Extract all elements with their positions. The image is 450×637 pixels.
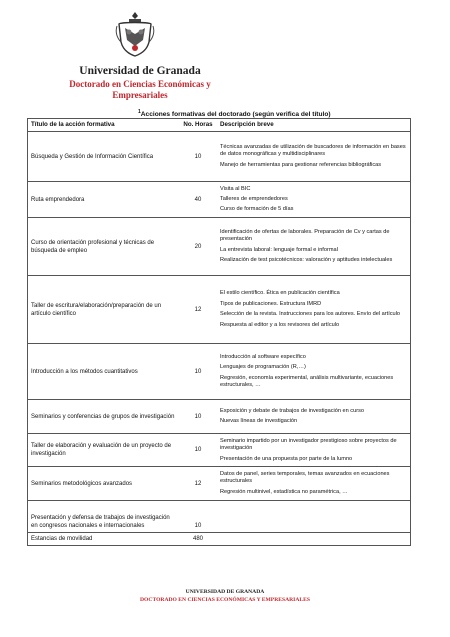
action-hours: 10 <box>194 153 202 160</box>
document-footer <box>0 589 450 603</box>
action-description <box>218 344 410 399</box>
caption-footnote-mark: 1 <box>138 109 141 115</box>
footer-program: DOCTORADO EN CIENCIAS ECONÓMICAS Y EMPRESARIALES <box>140 597 310 603</box>
action-hours: 40 <box>194 196 202 203</box>
description-item: Regresión, economía experimental, análisis multivariante, ecuaciones estructurales, … <box>220 374 394 389</box>
action-title: Taller de elaboración y evaluación de un proyecto de investigación <box>31 443 172 458</box>
action-description <box>218 218 410 275</box>
table-row <box>28 181 410 217</box>
table-row <box>28 131 410 181</box>
header-description: Descripción breve <box>220 121 274 128</box>
action-title: Seminarios metodológicos avanzados <box>31 480 133 487</box>
university-crest-icon <box>115 10 155 58</box>
action-hours: 480 <box>192 535 203 542</box>
action-description <box>218 182 410 217</box>
table-row <box>28 500 410 532</box>
action-title: Curso de orientación profesional y técnicas de búsqueda de empleo <box>31 239 155 254</box>
description-item: Seminario impartido por un investigador prestigioso sobre proyectos de investigación <box>220 437 397 452</box>
action-title: Búsqueda y Gestión de Información Científica <box>31 153 154 160</box>
action-title: Ruta emprendedora <box>31 196 85 203</box>
action-description <box>218 434 410 466</box>
header-hours: No. Horas <box>183 121 213 128</box>
description-item: Selección de la revista. Instrucciones para los autores. Envío del artículo <box>220 311 401 318</box>
description-item: Visita al BIC <box>220 185 251 192</box>
action-description <box>218 533 410 545</box>
description-item: Exposición y debate de trabajos de investigación en curso <box>220 407 364 414</box>
table-row <box>28 217 410 275</box>
description-item: Talleres de emprendedores <box>220 195 288 202</box>
table-row <box>28 275 410 343</box>
description-item: El estilo científico. Ética en publicación científica <box>220 290 340 297</box>
table-caption <box>138 109 331 118</box>
table-row <box>28 532 410 545</box>
description-item: Curso de formación de 5 días <box>220 206 294 213</box>
description-item: Lenguajes de programación (R,…) <box>220 364 306 371</box>
action-title: Presentación y defensa de trabajos de investigación en congresos nacionales e internacionales <box>31 514 170 529</box>
table-row <box>28 466 410 499</box>
description-item: Manejo de herramientas para gestionar referencias bibliográficas <box>220 161 382 168</box>
action-hours: 10 <box>194 447 202 454</box>
action-hours: 10 <box>194 368 202 375</box>
table-row <box>28 343 410 399</box>
description-item: Introducción al software específico <box>220 353 306 360</box>
action-title: Taller de escritura/elaboración/preparación de un artículo científico <box>31 302 162 317</box>
table-row <box>28 399 410 433</box>
caption-text: Acciones formativas del doctorado (según verifica del título) <box>140 111 331 119</box>
action-hours: 12 <box>194 306 202 313</box>
action-description <box>218 467 410 499</box>
action-hours: 20 <box>194 243 202 250</box>
action-description <box>218 276 410 343</box>
action-description <box>218 501 410 532</box>
description-item: Técnicas avanzadas de utilización de buscadores de información en bases de datos monográficas y multidisciplinares <box>220 143 406 158</box>
description-item: Respuesta al editor y a los revisores del artículo <box>220 321 340 328</box>
description-item: Realización de test psicotécnicos: valoración y aptitudes intelectuales <box>220 257 393 264</box>
table-row <box>28 433 410 466</box>
description-item: La entrevista laboral: lenguaje formal e informal <box>220 246 338 253</box>
action-title: Introducción a los métodos cuantitativos <box>31 368 138 375</box>
action-description <box>218 132 410 181</box>
footer-university: UNIVERSIDAD DE GRANADA <box>185 589 265 595</box>
action-title: Seminarios y conferencias de grupos de investigación <box>31 413 175 420</box>
action-hours: 12 <box>194 480 202 487</box>
table-body <box>28 131 410 545</box>
training-actions-table <box>27 118 411 546</box>
description-item: Nuevas líneas de investigación <box>220 418 298 425</box>
table-header-row <box>28 119 410 131</box>
description-item: Datos de panel, series temporales, temas avanzados en ecuaciones estructurales <box>220 470 390 485</box>
action-hours: 10 <box>194 413 202 420</box>
action-description <box>218 400 410 433</box>
action-title: Estancias de movilidad <box>31 535 93 542</box>
description-item: Presentación de una propuesta por parte de la lumno <box>220 455 353 462</box>
header-action-title: Título de la acción formativa <box>31 121 115 128</box>
description-item: Tipos de publicaciones. Estructura IMRD <box>220 300 322 307</box>
description-item: Identificación de ofertas de laborales. Preparación de Cv y cartas de presentación <box>220 228 390 243</box>
description-item: Regresión multinivel, estadística no paramétrica, … <box>220 488 348 495</box>
program-name: Doctorado en Ciencias Económicas y Empresariales <box>69 79 211 100</box>
action-hours: 10 <box>194 522 202 529</box>
university-name: Universidad de Granada <box>79 65 201 77</box>
